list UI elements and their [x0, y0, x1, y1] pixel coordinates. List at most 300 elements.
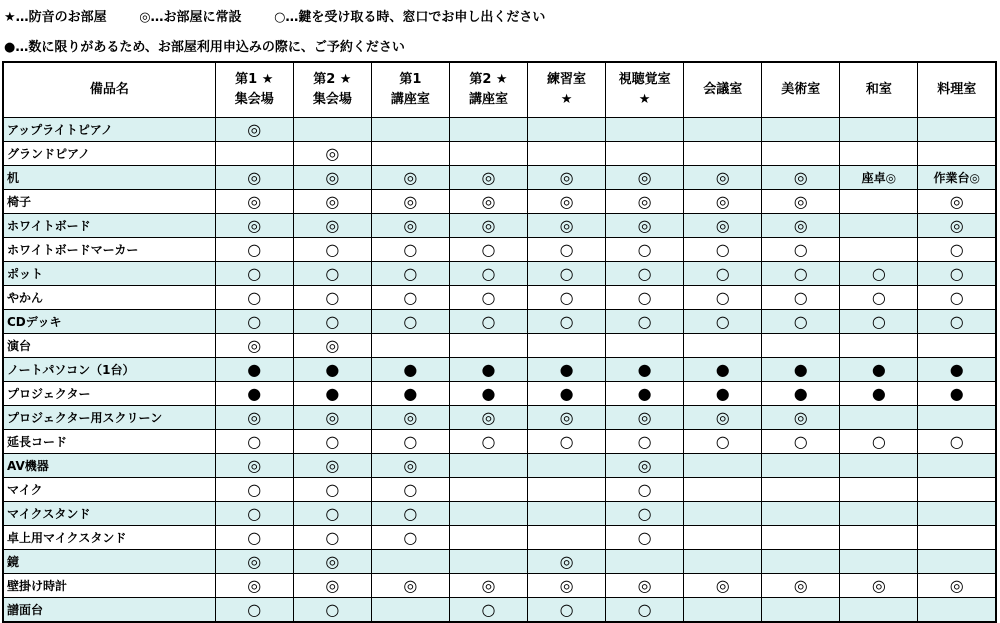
availability-cell	[606, 478, 684, 502]
availability-mark: 座卓◎	[861, 171, 897, 185]
availability-cell	[371, 382, 449, 406]
availability-cell	[215, 406, 293, 430]
availability-cell	[215, 478, 293, 502]
availability-cell	[449, 382, 527, 406]
availability-cell	[762, 574, 840, 598]
availability-cell	[449, 406, 527, 430]
availability-mark: ○	[403, 239, 418, 259]
item-name: アップライトピアノ	[3, 118, 215, 142]
availability-cell	[449, 310, 527, 334]
availability-cell	[840, 166, 918, 190]
availability-cell	[293, 598, 371, 623]
availability-cell	[449, 214, 527, 238]
availability-cell	[528, 190, 606, 214]
availability-mark: ○	[403, 503, 418, 523]
availability-cell	[762, 262, 840, 286]
item-name: ポット	[3, 262, 215, 286]
item-name: プロジェクター	[3, 382, 215, 406]
availability-mark: ○	[325, 431, 340, 451]
availability-mark: ◎	[715, 167, 730, 187]
availability-mark: ◎	[403, 455, 418, 475]
availability-cell	[528, 502, 606, 526]
availability-cell	[371, 334, 449, 358]
availability-cell	[684, 310, 762, 334]
availability-mark: ◎	[403, 215, 418, 235]
availability-cell	[528, 262, 606, 286]
availability-cell	[606, 406, 684, 430]
availability-mark: ○	[637, 599, 652, 619]
availability-mark: ◎	[403, 407, 418, 427]
availability-cell	[918, 430, 996, 454]
room-header-line1: 第1 ★	[235, 72, 274, 87]
availability-cell	[918, 310, 996, 334]
availability-cell	[371, 598, 449, 623]
availability-mark: ○	[403, 287, 418, 307]
availability-cell	[684, 358, 762, 382]
availability-mark: ◎	[637, 455, 652, 475]
availability-mark: ○	[715, 287, 730, 307]
availability-mark: ◎	[793, 575, 808, 595]
availability-cell	[449, 430, 527, 454]
availability-mark: ◎	[247, 119, 262, 139]
availability-cell	[293, 430, 371, 454]
availability-cell	[528, 118, 606, 142]
item-name: ホワイトボードマーカー	[3, 238, 215, 262]
table-row	[3, 214, 996, 238]
availability-mark: ○	[559, 311, 574, 331]
availability-mark: ○	[481, 263, 496, 283]
room-header-line2: 講座室	[390, 92, 430, 107]
availability-mark: ●	[247, 359, 262, 379]
availability-mark: ◎	[325, 143, 340, 163]
availability-cell	[918, 142, 996, 166]
availability-cell	[215, 382, 293, 406]
availability-cell	[293, 238, 371, 262]
availability-mark: ○	[871, 311, 886, 331]
item-name: 譜面台	[3, 598, 215, 623]
availability-cell	[449, 526, 527, 550]
availability-cell	[371, 358, 449, 382]
item-name: AV機器	[3, 454, 215, 478]
availability-mark: ○	[637, 287, 652, 307]
availability-cell	[215, 454, 293, 478]
availability-cell	[684, 262, 762, 286]
item-name: 鏡	[3, 550, 215, 574]
availability-mark: ◎	[637, 215, 652, 235]
room-header	[840, 62, 918, 118]
availability-mark: ●	[871, 359, 886, 379]
availability-cell	[918, 190, 996, 214]
availability-mark: ◎	[247, 215, 262, 235]
availability-cell	[606, 262, 684, 286]
header-row	[3, 62, 996, 118]
table-row	[3, 454, 996, 478]
availability-cell	[762, 334, 840, 358]
availability-cell	[215, 574, 293, 598]
table-row	[3, 262, 996, 286]
availability-cell	[684, 190, 762, 214]
availability-cell	[371, 118, 449, 142]
availability-cell	[762, 478, 840, 502]
availability-mark: ◎	[325, 191, 340, 211]
availability-mark: ◎	[793, 215, 808, 235]
availability-cell	[918, 334, 996, 358]
availability-cell	[684, 502, 762, 526]
legend-soundproof: ★…防音のお部屋	[4, 10, 107, 25]
availability-mark: ◎	[325, 575, 340, 595]
availability-cell	[684, 406, 762, 430]
availability-mark: ○	[871, 287, 886, 307]
availability-mark: ○	[949, 263, 964, 283]
availability-cell	[215, 598, 293, 623]
room-header-line1: 料理室	[937, 82, 977, 97]
room-header	[293, 62, 371, 118]
table-row	[3, 142, 996, 166]
table-row	[3, 190, 996, 214]
availability-cell	[840, 142, 918, 166]
availability-cell	[293, 286, 371, 310]
availability-cell	[215, 334, 293, 358]
availability-mark: ◎	[247, 167, 262, 187]
availability-cell	[215, 502, 293, 526]
table-row	[3, 166, 996, 190]
availability-cell	[215, 214, 293, 238]
availability-mark: ●	[247, 383, 262, 403]
availability-cell	[606, 142, 684, 166]
availability-cell	[606, 598, 684, 623]
availability-cell	[449, 574, 527, 598]
availability-mark: ○	[559, 263, 574, 283]
availability-mark: ●	[871, 383, 886, 403]
availability-cell	[684, 238, 762, 262]
availability-mark: ◎	[481, 215, 496, 235]
availability-cell	[449, 502, 527, 526]
availability-cell	[371, 238, 449, 262]
availability-mark: ◎	[559, 575, 574, 595]
room-header	[528, 62, 606, 118]
table-row	[3, 382, 996, 406]
availability-mark: ●	[949, 383, 964, 403]
room-header-line1: 第2 ★	[469, 72, 508, 87]
availability-mark: ◎	[871, 575, 886, 595]
item-name: やかん	[3, 286, 215, 310]
availability-cell	[449, 454, 527, 478]
item-name: CDデッキ	[3, 310, 215, 334]
availability-cell	[606, 214, 684, 238]
availability-cell	[606, 382, 684, 406]
table-row	[3, 502, 996, 526]
availability-mark: ●	[949, 359, 964, 379]
availability-mark: ●	[793, 383, 808, 403]
availability-cell	[918, 598, 996, 623]
availability-cell	[449, 262, 527, 286]
availability-mark: ○	[949, 311, 964, 331]
availability-cell	[215, 166, 293, 190]
availability-cell	[528, 238, 606, 262]
availability-cell	[215, 118, 293, 142]
availability-mark: ○	[247, 503, 262, 523]
availability-cell	[449, 238, 527, 262]
availability-mark: ○	[325, 263, 340, 283]
availability-mark: ◎	[949, 191, 964, 211]
item-name: プロジェクター用スクリーン	[3, 406, 215, 430]
availability-mark: ○	[793, 239, 808, 259]
availability-cell	[684, 478, 762, 502]
availability-cell	[840, 550, 918, 574]
availability-cell	[293, 454, 371, 478]
availability-mark: ○	[403, 263, 418, 283]
availability-cell	[762, 238, 840, 262]
table-row	[3, 334, 996, 358]
availability-mark: ○	[637, 527, 652, 547]
legend-permanent: ◎…お部屋に常設	[139, 10, 242, 25]
availability-cell	[840, 286, 918, 310]
availability-cell	[371, 166, 449, 190]
availability-cell	[606, 454, 684, 478]
room-header-line1: 練習室	[547, 72, 587, 87]
availability-mark: ●	[481, 383, 496, 403]
availability-cell	[762, 286, 840, 310]
room-header	[215, 62, 293, 118]
availability-mark: ●	[325, 383, 340, 403]
availability-cell	[293, 190, 371, 214]
room-header-line2: ★	[560, 92, 573, 107]
availability-mark: ○	[559, 287, 574, 307]
availability-cell	[215, 310, 293, 334]
availability-mark: ◎	[793, 167, 808, 187]
availability-cell	[215, 142, 293, 166]
availability-cell	[371, 454, 449, 478]
table-row	[3, 526, 996, 550]
item-name: グランドピアノ	[3, 142, 215, 166]
availability-cell	[762, 214, 840, 238]
table-row	[3, 286, 996, 310]
availability-cell	[684, 334, 762, 358]
availability-cell	[293, 310, 371, 334]
availability-mark: ◎	[715, 215, 730, 235]
availability-cell	[449, 598, 527, 623]
availability-mark: ○	[325, 599, 340, 619]
availability-mark: ◎	[481, 167, 496, 187]
availability-mark: ○	[325, 503, 340, 523]
availability-cell	[684, 430, 762, 454]
availability-cell	[684, 550, 762, 574]
availability-cell	[840, 502, 918, 526]
availability-mark: ◎	[325, 215, 340, 235]
availability-mark: ◎	[247, 575, 262, 595]
availability-cell	[449, 286, 527, 310]
availability-mark: ○	[559, 599, 574, 619]
room-header-line1: 美術室	[781, 82, 821, 97]
availability-cell	[371, 190, 449, 214]
availability-cell	[918, 526, 996, 550]
availability-cell	[840, 118, 918, 142]
availability-mark: ●	[715, 359, 730, 379]
availability-cell	[293, 142, 371, 166]
availability-cell	[293, 478, 371, 502]
availability-cell	[840, 334, 918, 358]
availability-cell	[606, 238, 684, 262]
availability-mark: ◎	[247, 407, 262, 427]
availability-cell	[840, 382, 918, 406]
availability-mark: ○	[247, 263, 262, 283]
availability-mark: ◎	[559, 191, 574, 211]
availability-mark: ○	[871, 431, 886, 451]
availability-cell	[449, 118, 527, 142]
availability-cell	[215, 430, 293, 454]
availability-cell	[684, 214, 762, 238]
table-row	[3, 550, 996, 574]
availability-mark: ◎	[559, 215, 574, 235]
availability-mark: ○	[325, 287, 340, 307]
availability-cell	[606, 190, 684, 214]
availability-cell	[606, 430, 684, 454]
availability-cell	[762, 430, 840, 454]
availability-mark: ○	[403, 431, 418, 451]
availability-cell	[606, 166, 684, 190]
availability-mark: ○	[793, 311, 808, 331]
room-header	[762, 62, 840, 118]
availability-mark: ◎	[247, 551, 262, 571]
availability-cell	[215, 286, 293, 310]
availability-cell	[293, 214, 371, 238]
room-header-line1: 会議室	[703, 82, 743, 97]
availability-cell	[606, 502, 684, 526]
availability-mark: ●	[325, 359, 340, 379]
availability-mark: ○	[715, 239, 730, 259]
availability-cell	[606, 526, 684, 550]
availability-mark: ○	[481, 311, 496, 331]
availability-cell	[762, 550, 840, 574]
availability-mark: ●	[403, 383, 418, 403]
availability-mark: ◎	[403, 167, 418, 187]
availability-mark: ◎	[949, 575, 964, 595]
availability-mark: ◎	[559, 407, 574, 427]
availability-mark: ◎	[325, 167, 340, 187]
availability-mark: ○	[793, 431, 808, 451]
availability-mark: ◎	[715, 575, 730, 595]
availability-mark: ○	[247, 479, 262, 499]
availability-cell	[606, 286, 684, 310]
availability-mark: ○	[247, 239, 262, 259]
availability-cell	[528, 286, 606, 310]
availability-cell	[528, 382, 606, 406]
availability-mark: ●	[481, 359, 496, 379]
room-header-line2: 集会場	[234, 92, 274, 107]
table-row	[3, 598, 996, 623]
availability-mark: ○	[559, 239, 574, 259]
availability-cell	[528, 142, 606, 166]
availability-cell	[528, 454, 606, 478]
availability-mark: ○	[793, 287, 808, 307]
availability-mark: ○	[325, 239, 340, 259]
room-header	[918, 62, 996, 118]
availability-mark: ○	[247, 527, 262, 547]
availability-mark: ○	[247, 287, 262, 307]
availability-cell	[293, 550, 371, 574]
availability-cell	[606, 334, 684, 358]
availability-cell	[762, 358, 840, 382]
availability-cell	[762, 166, 840, 190]
availability-cell	[371, 526, 449, 550]
availability-cell	[840, 454, 918, 478]
legend-line-2	[4, 36, 433, 55]
availability-cell	[918, 454, 996, 478]
availability-mark: ○	[637, 503, 652, 523]
room-header-line2: ★	[638, 92, 651, 107]
availability-cell	[918, 214, 996, 238]
availability-cell	[918, 574, 996, 598]
availability-mark: ○	[481, 431, 496, 451]
availability-mark: ○	[325, 311, 340, 331]
availability-cell	[762, 502, 840, 526]
availability-cell	[684, 142, 762, 166]
availability-mark: ○	[559, 431, 574, 451]
availability-cell	[449, 358, 527, 382]
availability-cell	[918, 286, 996, 310]
availability-cell	[528, 550, 606, 574]
availability-cell	[293, 262, 371, 286]
availability-cell	[762, 142, 840, 166]
availability-mark: ○	[481, 287, 496, 307]
availability-mark: ◎	[559, 167, 574, 187]
availability-mark: ◎	[247, 191, 262, 211]
availability-mark: ○	[637, 479, 652, 499]
availability-cell	[449, 550, 527, 574]
table-row	[3, 478, 996, 502]
availability-mark: ○	[403, 527, 418, 547]
availability-mark: ○	[325, 527, 340, 547]
availability-cell	[684, 166, 762, 190]
availability-cell	[684, 286, 762, 310]
availability-mark: ○	[715, 311, 730, 331]
room-header-line2: 講座室	[468, 92, 508, 107]
room-header	[449, 62, 527, 118]
item-name: 延長コード	[3, 430, 215, 454]
availability-cell	[371, 502, 449, 526]
availability-mark: ●	[715, 383, 730, 403]
availability-cell	[293, 574, 371, 598]
availability-mark: ○	[637, 239, 652, 259]
availability-mark: ◎	[637, 407, 652, 427]
availability-cell	[762, 598, 840, 623]
item-name: 椅子	[3, 190, 215, 214]
availability-cell	[840, 190, 918, 214]
item-name: 卓上用マイクスタンド	[3, 526, 215, 550]
availability-mark: ◎	[637, 167, 652, 187]
availability-cell	[684, 598, 762, 623]
availability-cell	[215, 358, 293, 382]
availability-mark: ○	[637, 431, 652, 451]
availability-mark: ○	[403, 311, 418, 331]
availability-cell	[762, 526, 840, 550]
availability-cell	[449, 478, 527, 502]
availability-cell	[840, 214, 918, 238]
table-row	[3, 406, 996, 430]
availability-cell	[293, 358, 371, 382]
availability-cell	[293, 166, 371, 190]
availability-mark: ●	[637, 383, 652, 403]
availability-mark: ○	[793, 263, 808, 283]
availability-mark: ◎	[949, 215, 964, 235]
availability-cell	[371, 406, 449, 430]
table-row	[3, 118, 996, 142]
availability-mark: ○	[715, 263, 730, 283]
availability-mark: ○	[481, 239, 496, 259]
availability-mark: ●	[637, 359, 652, 379]
availability-cell	[918, 502, 996, 526]
table-row	[3, 574, 996, 598]
